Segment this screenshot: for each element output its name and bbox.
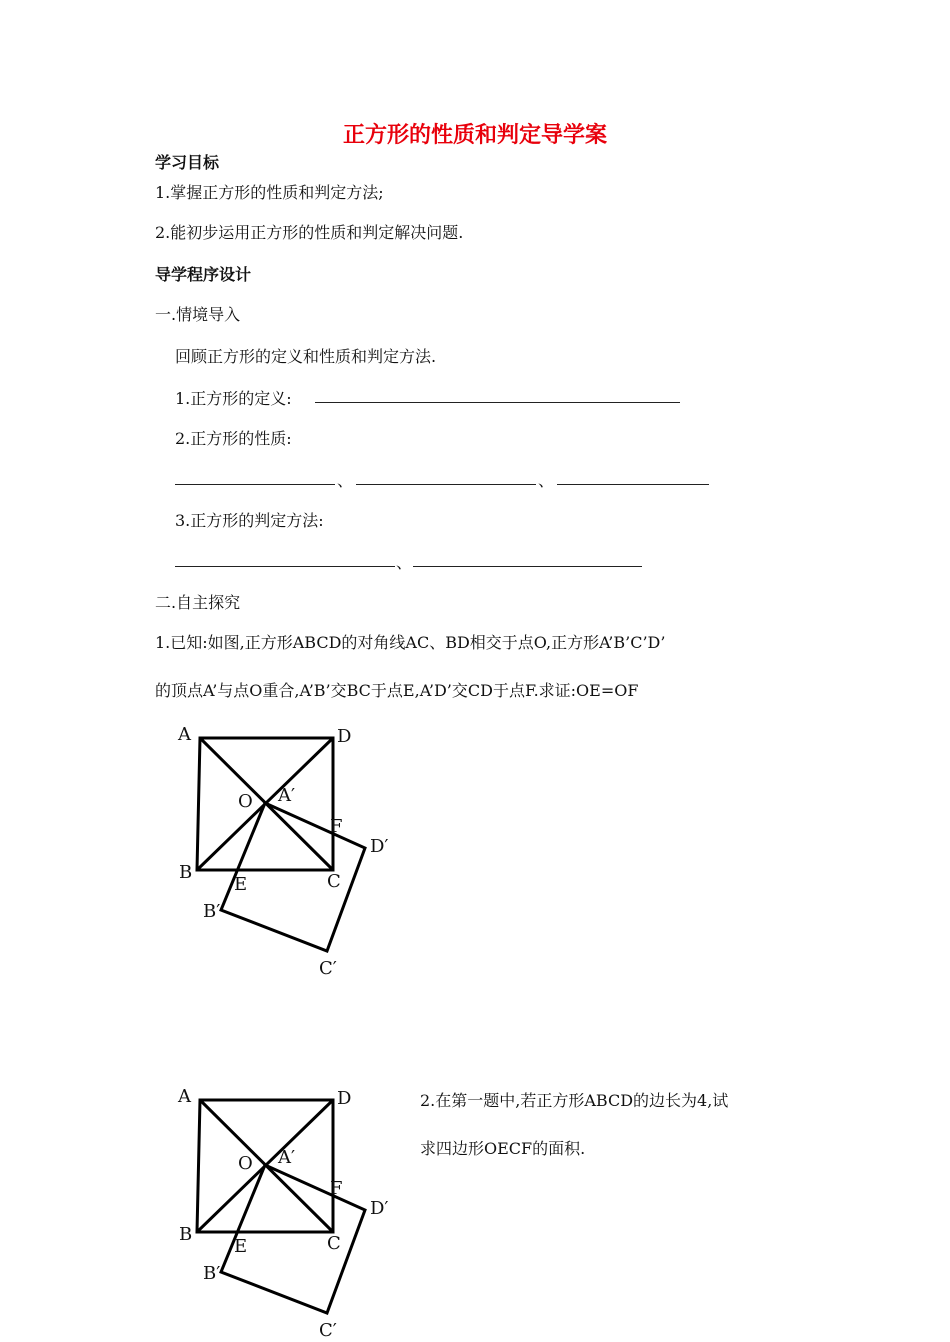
label-d-prime: D′ <box>370 1198 389 1219</box>
question-criteria: 3.正方形的判定方法: <box>175 511 324 530</box>
label-c-prime: C′ <box>319 958 337 979</box>
label-f: F <box>330 1178 343 1199</box>
section1-intro: 回顾正方形的定义和性质和判定方法. <box>175 347 437 366</box>
label-a: A <box>178 724 191 745</box>
label-e: E <box>234 874 248 895</box>
label-c-prime: C′ <box>319 1320 337 1341</box>
blank-definition[interactable] <box>315 402 680 403</box>
blank-criteria-2[interactable] <box>413 566 642 567</box>
problem-1-line-2: 的顶点A’与点O重合,A’B’交BC于点E,A’D’交CD于点F.求证:OE=OF <box>155 681 639 700</box>
label-a-prime: A′ <box>278 1147 296 1168</box>
label-b: B <box>179 862 193 883</box>
square-figure-2 <box>170 1080 410 1342</box>
program-heading: 导学程序设计 <box>155 265 252 284</box>
blank-property-2[interactable] <box>356 484 536 485</box>
page-title: 正方形的性质和判定导学案 <box>342 123 607 148</box>
objective-item-1: 1.掌握正方形的性质和判定方法; <box>155 183 384 202</box>
label-b-prime: B′ <box>203 1263 221 1284</box>
label-o: O <box>238 791 253 812</box>
label-a-prime: A′ <box>278 785 296 806</box>
objectives-heading: 学习目标 <box>155 153 220 172</box>
problem-1-line-1: 1.已知:如图,正方形ABCD的对角线AC、BD相交于点O,正方形A’B’C’D’ <box>155 633 666 652</box>
separator: 、 <box>337 471 354 490</box>
label-a: A <box>178 1086 191 1107</box>
separator: 、 <box>396 553 413 572</box>
label-c: C <box>327 871 341 892</box>
blank-property-3[interactable] <box>557 484 709 485</box>
section1-title: 一.情境导入 <box>155 305 241 324</box>
label-f: F <box>330 816 343 837</box>
objective-item-2: 2.能初步运用正方形的性质和判定解决问题. <box>155 223 464 242</box>
question-properties: 2.正方形的性质: <box>175 429 292 448</box>
label-d: D <box>337 726 352 747</box>
problem-2-line-2: 求四边形OECF的面积. <box>420 1139 586 1158</box>
blank-criteria-1[interactable] <box>175 566 395 567</box>
label-e: E <box>234 1236 248 1257</box>
label-c: C <box>327 1233 341 1254</box>
separator: 、 <box>538 471 555 490</box>
section2-title: 二.自主探究 <box>155 593 241 612</box>
label-d: D <box>337 1088 352 1109</box>
problem-2-line-1: 2.在第一题中,若正方形ABCD的边长为4,试 <box>420 1091 729 1110</box>
label-d-prime: D′ <box>370 836 389 857</box>
blank-property-1[interactable] <box>175 484 335 485</box>
square-figure-1 <box>170 718 410 978</box>
question-definition: 1.正方形的定义: <box>175 389 292 408</box>
label-o: O <box>238 1153 253 1174</box>
label-b-prime: B′ <box>203 901 221 922</box>
label-b: B <box>179 1224 193 1245</box>
